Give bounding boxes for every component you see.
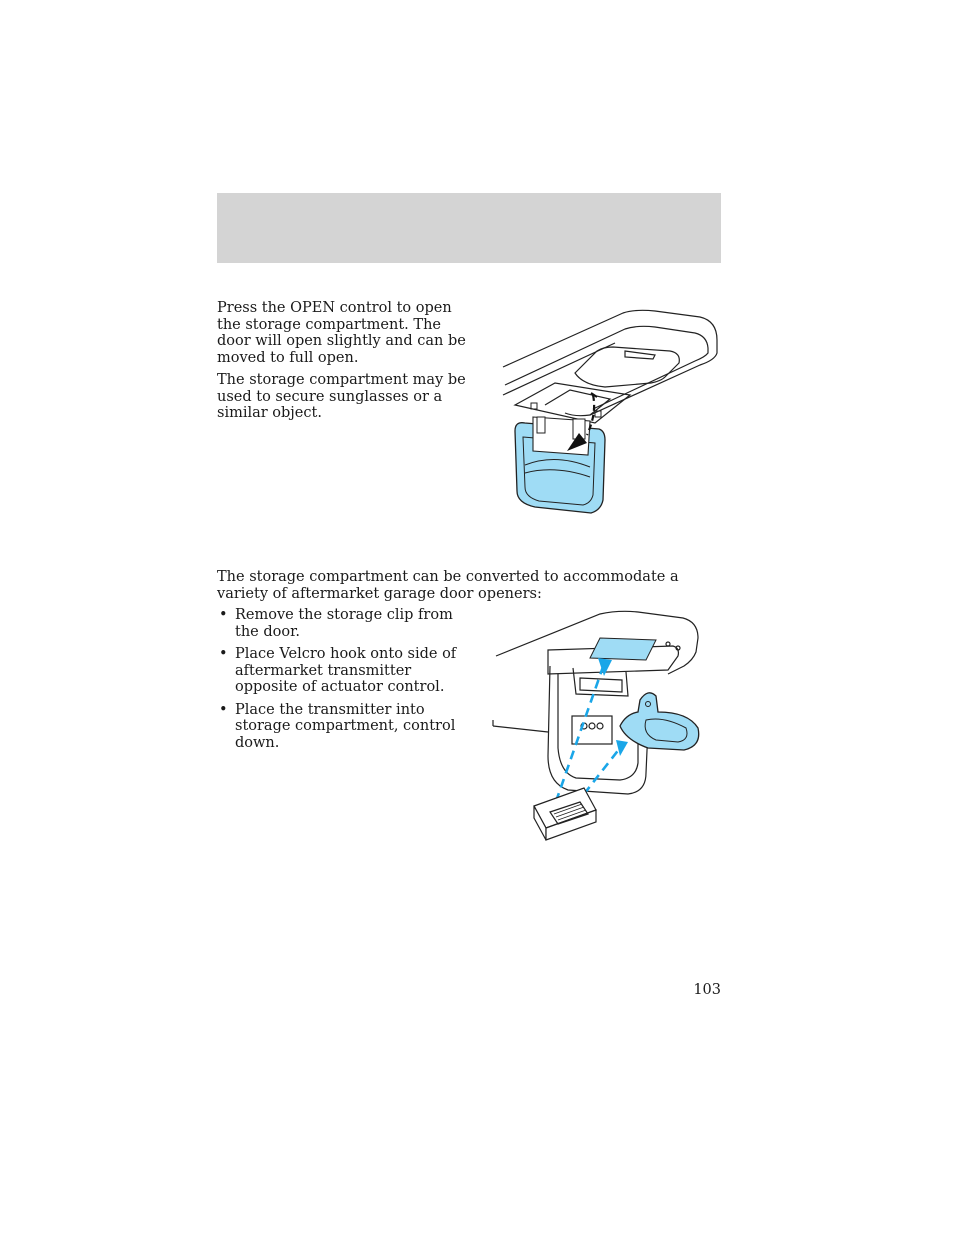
instruction-list xyxy=(217,607,477,757)
list-item: • Place Velcro hook onto side of aftermarket transmitter opposite of actuator control. xyxy=(219,646,457,695)
bullet-icon: • xyxy=(219,646,228,662)
list-item: • Place the transmitter into storage compartment, control down. xyxy=(219,701,456,751)
paragraph-open-control: Press the OPEN control to open the storage compartment. The door will open slightly and can be moved to full open. xyxy=(217,300,466,366)
paragraph-garage-intro: The storage compartment can be converted to accommodate a variety of aftermarket garage door openers: xyxy=(217,569,679,602)
bullet-icon: • xyxy=(219,607,228,623)
bullet-icon: • xyxy=(219,701,228,718)
list-item: • Remove the storage clip from the door. xyxy=(219,607,453,640)
paragraph-sunglasses: The storage compartment may be used to secure sunglasses or a similar object. xyxy=(217,372,466,421)
page-number: 103 xyxy=(693,982,721,998)
section-header-band xyxy=(217,193,721,263)
transmitter-install-illustration xyxy=(488,608,708,848)
storage-compartment-illustration xyxy=(495,305,725,520)
